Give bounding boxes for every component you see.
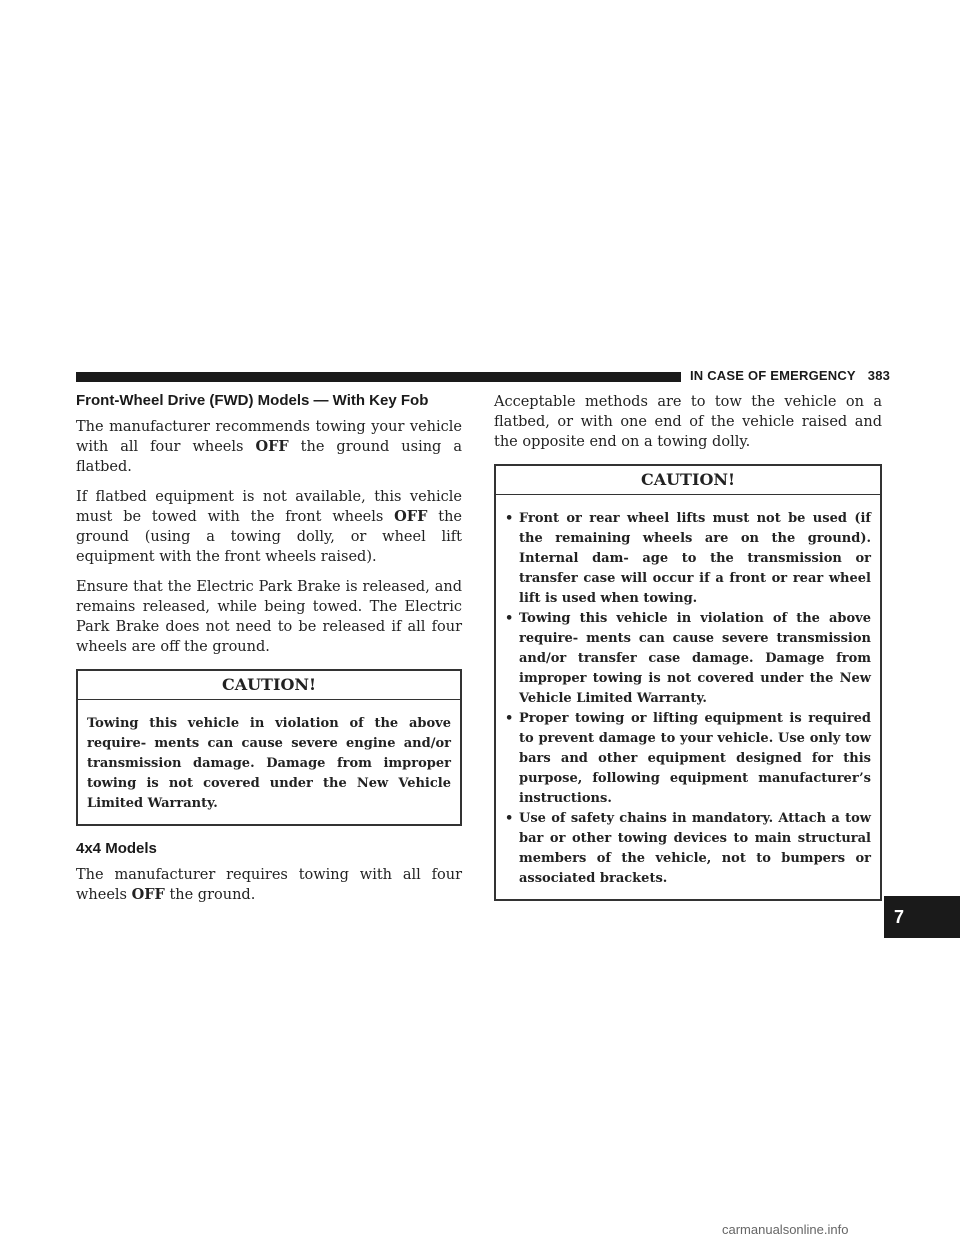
caution-box xyxy=(76,669,462,826)
list-item: • Use of safety chains in mandatory. Attach a tow bar or other towing devices to main structural members of the vehicle, not to bumpers or associated brackets. xyxy=(505,809,871,889)
emphasis: OFF xyxy=(394,508,428,525)
text: the ground (using a towing dolly, or wheel lift equipment with the front wheels raised). xyxy=(76,509,462,565)
paragraph xyxy=(76,417,462,477)
caution-body xyxy=(78,700,460,824)
paragraph xyxy=(76,487,462,567)
section-title: IN CASE OF EMERGENCY xyxy=(690,368,856,383)
left-column xyxy=(76,392,462,915)
paragraph xyxy=(76,865,462,905)
caution-body xyxy=(496,495,880,899)
section-heading-fwd: Front-Wheel Drive (FWD) Models — With Key Fob xyxy=(76,392,429,409)
caution-title: CAUTION! xyxy=(78,671,460,700)
list-item: • Proper towing or lifting equipment is required to prevent damage to your vehicle. Use only tow bars and other equipment designed for this purpose, following equipment manufacturer’s instructions. xyxy=(505,709,871,809)
emphasis: OFF xyxy=(131,886,165,903)
list-item: • Front or rear wheel lifts must not be used (if the remaining wheels are on the ground). Internal dam- age to the transmission or transfer case will occur if a front or rear wheel lift is used when towing. xyxy=(505,509,871,609)
watermark: carmanualsonline.info xyxy=(722,1222,849,1237)
text: The manufacturer requires towing with all four wheels xyxy=(76,867,462,903)
page-number: 383 xyxy=(867,368,891,383)
section-heading-4x4: 4x4 Models xyxy=(76,840,157,857)
paragraph: Acceptable methods are to tow the vehicle on a flatbed, or with one end of the vehicle raised and the opposite end on a towing dolly. xyxy=(494,394,882,450)
caution-box xyxy=(494,464,882,901)
text: the ground. xyxy=(164,887,256,903)
text: the ground using a flatbed. xyxy=(76,439,462,475)
text: The manufacturer recommends towing your vehicle with all four wheels xyxy=(76,419,462,455)
caution-list xyxy=(505,509,871,889)
paragraph: Ensure that the Electric Park Brake is released, and remains released, while being towed. The Electric Park Brake does not need to be released if all four wheels are off the ground. xyxy=(76,579,462,655)
emphasis: OFF xyxy=(255,438,289,455)
caution-text: Towing this vehicle in violation of the above require- ments can cause severe engine and/or transmission damage. Damage from improper towing is not covered under the New Vehicle Limited Warranty. xyxy=(87,716,451,811)
header-rule xyxy=(76,372,681,382)
text: If flatbed equipment is not available, this vehicle must be towed with the front wheels xyxy=(76,489,462,525)
chapter-tab: 7 xyxy=(884,896,960,938)
caution-title: CAUTION! xyxy=(496,466,880,495)
right-column xyxy=(494,392,882,913)
list-item: • Towing this vehicle in violation of the above require- ments can cause severe transmission and/or transfer case damage. Damage from improper towing is not covered under the New Vehicle Limited Warranty. xyxy=(505,609,871,709)
running-header xyxy=(690,368,890,383)
